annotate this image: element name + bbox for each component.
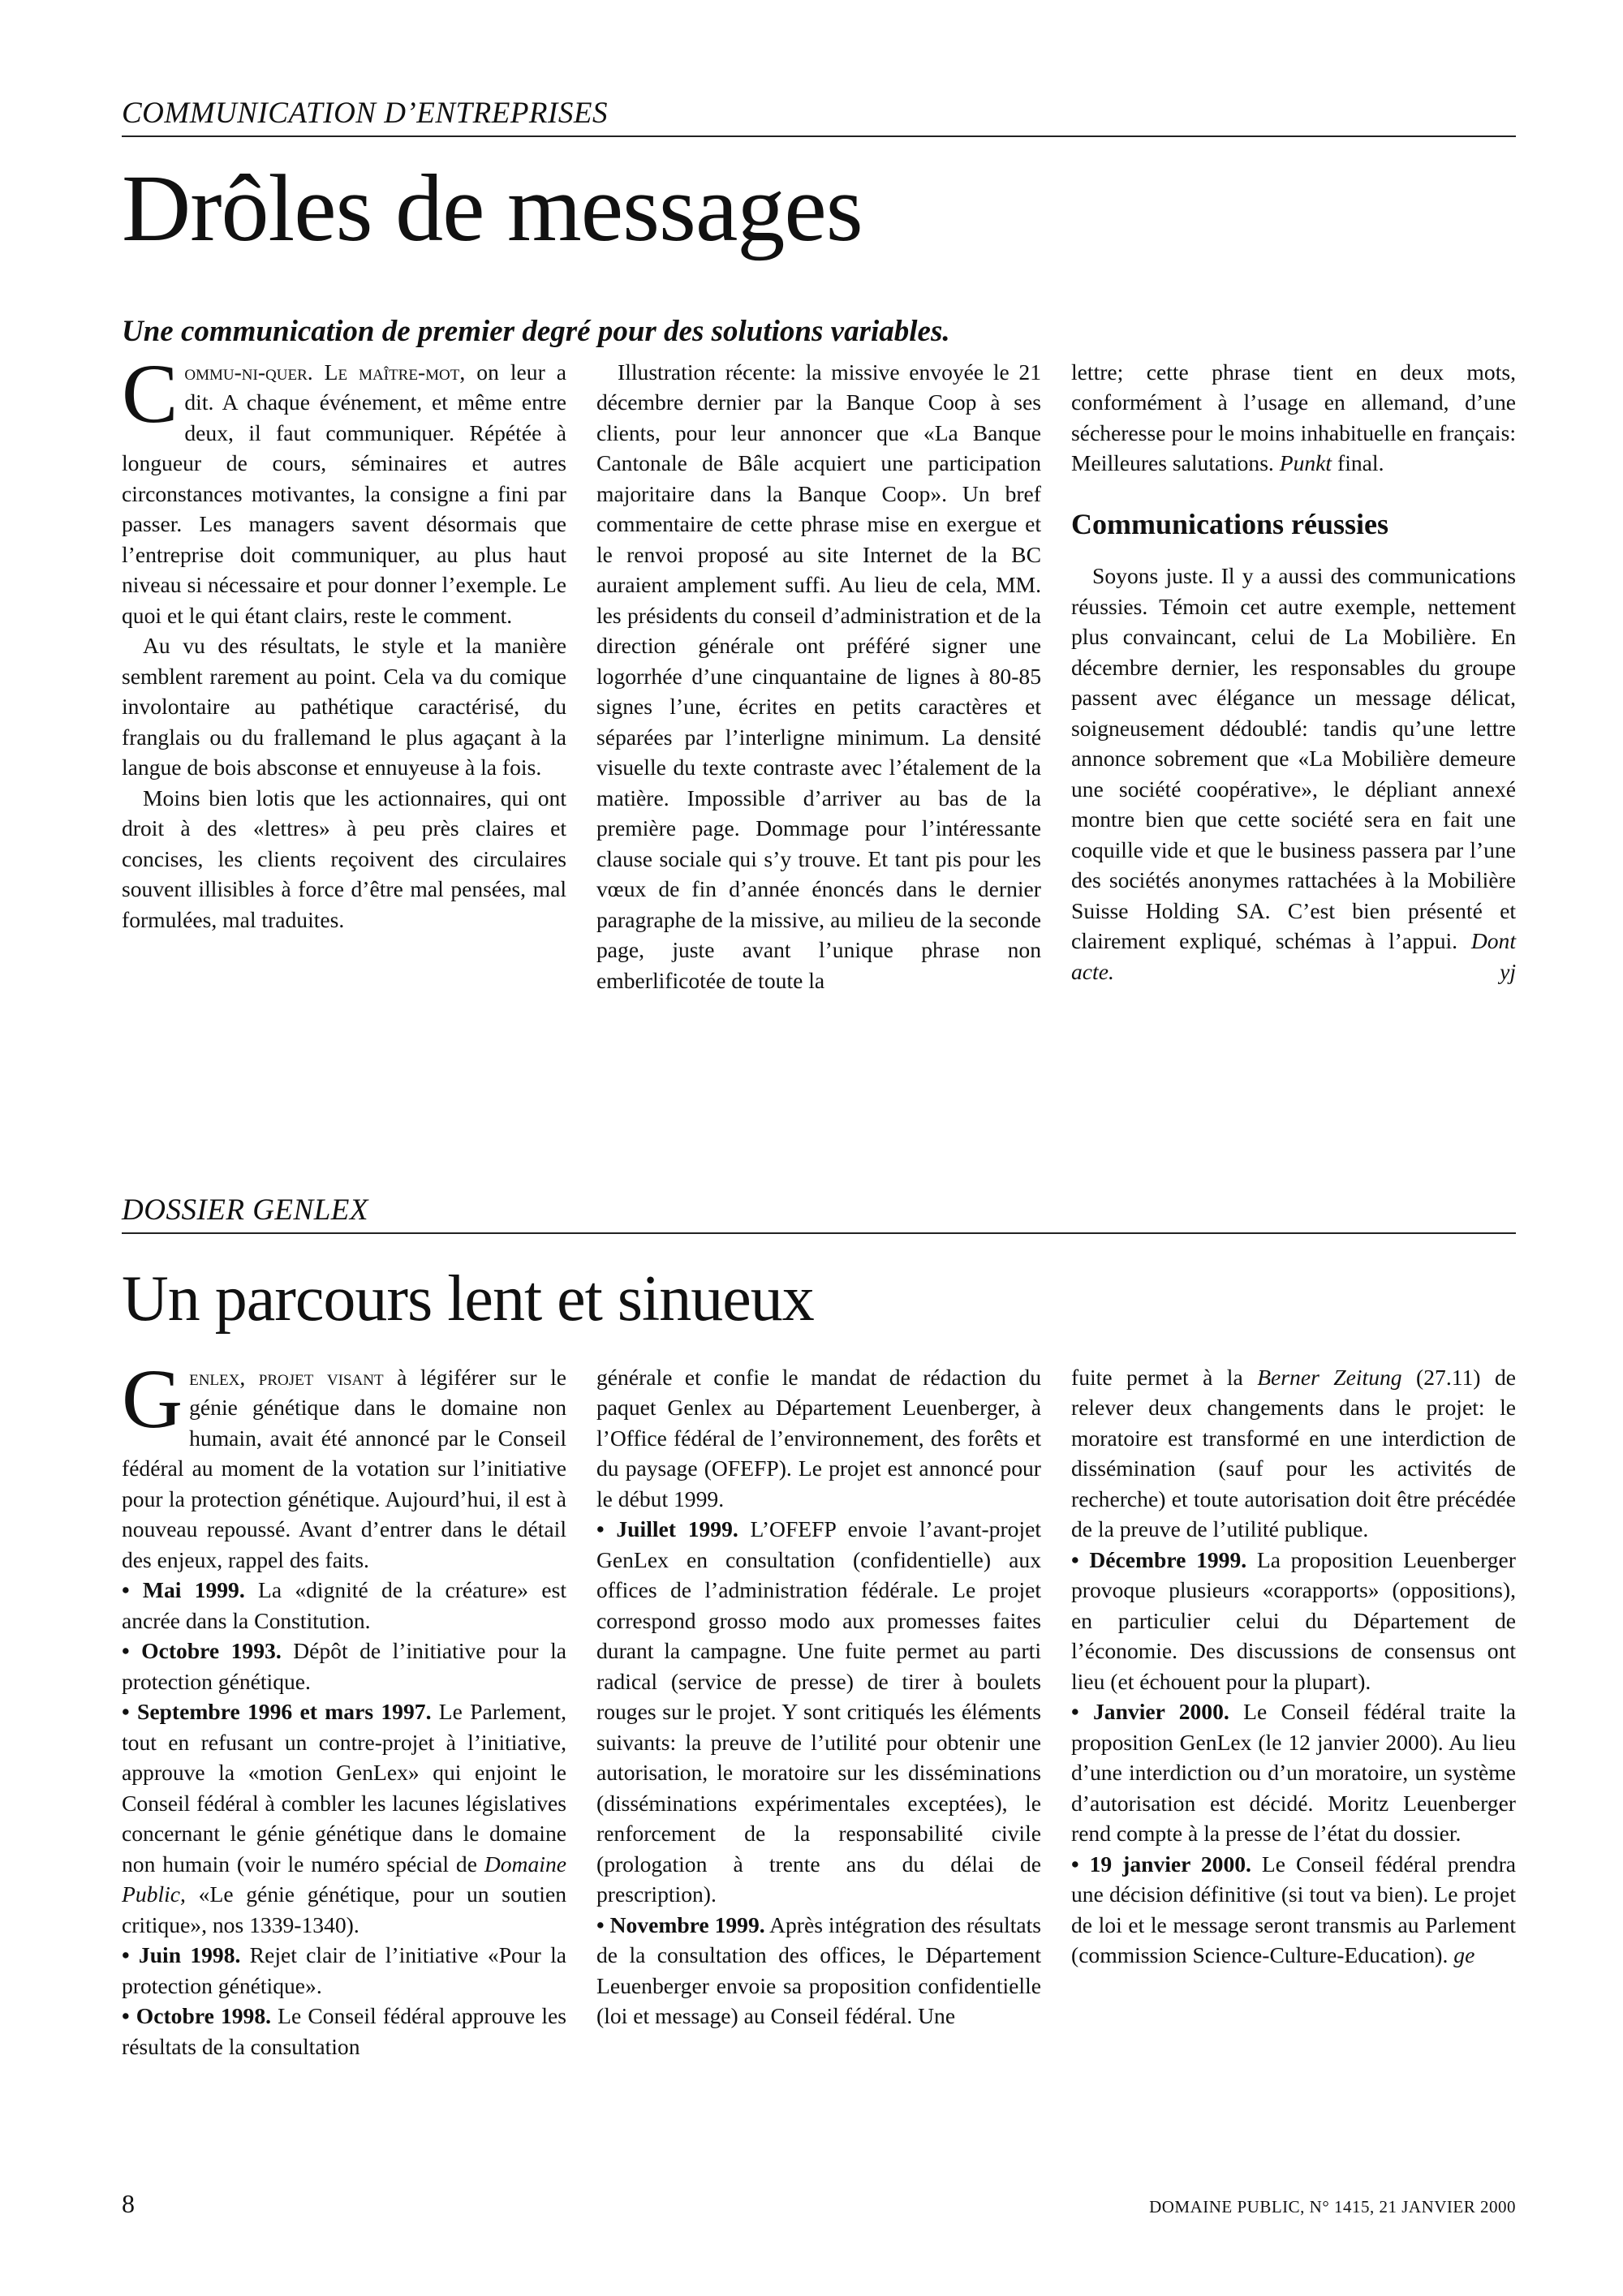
timeline-entry [122, 1940, 566, 2001]
timeline-text: Le Conseil fédéral approuve les résultats de la consultation [122, 2003, 566, 2059]
timeline-date: • 19 janvier 2000. [1071, 1851, 1251, 1877]
timeline-text: Après intégration des résultats de la consultation des offices, le Département Leuenberger envoie sa proposition confidentielle (loi et message) au Conseil fédéral. Une [596, 1911, 1042, 2029]
timeline-entry [596, 1910, 1041, 2032]
paragraph-text: à légiférer sur le génie génétique dans le domaine non humain, avait été annoncé par le Conseil fédéral au moment de la votation sur l’initiative pour la protection génétique. Aujourd’hui, il est à nouveau repoussé. Avant d’entrer dans le détail des enjeux, rappel des faits. [122, 1364, 567, 1572]
timeline-text: Le Conseil fédéral prendra une décision définitive (si tout va bien). Le projet de loi et le message seront transmis au Parlement (commission Science-Culture-Education). [1071, 1851, 1516, 1968]
timeline-date: • Juillet 1999. [596, 1516, 738, 1542]
publication-info: DOMAINE PUBLIC, N° 1415, 21 JANVIER 2000 [1149, 2197, 1516, 2216]
paragraph: Moins bien lotis que les actionnaires, qui ont droit à des «lettres» à peu près claires et concises, les clients reçoivent des circulaires souvent illisibles à force d’être mal pensées, mal formulées, mal traduites. [122, 785, 566, 932]
article-title: Drôles de messages [122, 154, 863, 261]
article-columns [122, 346, 1516, 996]
timeline-date: • Janvier 2000. [1071, 1699, 1229, 1725]
column-1 [122, 1352, 567, 2062]
paragraph [1071, 561, 1516, 987]
paragraph-text: Soyons juste. Il y a aussi des communications réussies. Témoin cet autre exemple, nettement plus convaincant, celui de La Mobilière. En décembre dernier, les responsables du groupe passent avec élégance un message délicat, soigneusement dédoublé: tandis qu’une lettre annonce sobrement que «La Mobilière demeure une société coopérative», le dépliant annexé montre bien que cette société sera en fait une coquille vide et que le business passera par l’une des sociétés anonymes rattachées à la Mobilière Suisse Holding SA. C’est bien présenté et clairement expliqué, schémas à l’appui. [1071, 563, 1516, 954]
column-2 [596, 1362, 1041, 2062]
section-kicker: DOSSIER GENLEX [122, 1194, 1516, 1234]
lead-in: enlex, projet visant [189, 1364, 384, 1390]
paragraph: Illustration récente: la missive envoyée le 21 décembre dernier par la Banque Coop à ses clients, pour leur annoncer que «La Banque Cantonale de Bâle acquiert une participation majoritaire dans la Banque Coop». Un bref commentaire de cette phrase mise en exergue et le renvoi proposé au site Internet de la BC auraient amplement suffi. Au lieu de cela, MM. les présidents du conseil d’administration et de la direction générale ont préféré signer une logorrhée d’une cinquantaine de lignes à 80-85 signes l’une, écrites en petits caractères et séparées par l’interligne minimum. La densité visuelle du texte contraste avec l’étalement de la matière. Impossible d’arriver au bas de la première page. Dommage pour l’intéressante clause sociale qui s’y trouve. Et tant pis pour les vœux de fin d’année énoncés dans le dernier paragraphe de la missive, au milieu de la seconde page, juste avant l’unique phrase non emberlificotée de toute la [596, 359, 1041, 993]
timeline-date: • Octobre 1993. [122, 1638, 282, 1664]
paragraph: générale et confie le mandat de rédaction du paquet Genlex au Département Leuenberger, à l’Office fédéral de l’environnement, des forêts et du paysage (OFEFP). Le projet est annoncé pour le début 1999. [596, 1364, 1041, 1511]
paragraph-text: final. [1332, 450, 1384, 476]
timeline-entry [596, 1514, 1041, 1910]
timeline-text: Le Parlement, tout en refusant un contre-projet à l’initiative, approuve la «motion GenLex» qui enjoint le Conseil fédéral à combler les lacunes législatives concernant le génie génétique dans le domaine non humain (voir le numéro spécial de [122, 1699, 566, 1877]
timeline-text: «Le génie génétique, pour un soutien critique», nos 1339-1340). [122, 1881, 566, 1937]
column-3 [1071, 1362, 1516, 2062]
article-communication [122, 97, 1516, 995]
section-kicker: COMMUNICATION D’ENTREPRISES [122, 97, 1516, 137]
timeline-text: L’OFEFP envoie l’avant-projet GenLex en consultation (confidentielle) aux offices de l’administration fédérale. Le projet correspond grosso modo aux promesses faites durant la campagne. Une fuite permet au parti radical (service de presse) de tirer à boulets rouges sur le projet. Y sont critiqués les éléments suivants: la preuve de l’utilité pour obtenir une autorisation, le moratoire sur les disséminations (disséminations expérimentales exceptées), le renforcement de la responsabilité civile (prologation à trente ans du délai de prescription). [596, 1516, 1042, 1907]
lead-in: ommu-ni-quer. Le maître-mot, [184, 359, 466, 385]
timeline-date: • Juin 1998. [122, 1942, 241, 1968]
timeline-date: • Novembre 1999. [596, 1911, 765, 1937]
paragraph [122, 346, 567, 631]
italic-text: Berner Zeitung [1257, 1364, 1402, 1390]
timeline-text: Dépôt de l’initiative pour la protection génétique. [122, 1638, 566, 1694]
article-deck: Une communication de premier degré pour des solutions variables. [122, 314, 950, 348]
timeline-entry [122, 1696, 566, 1940]
timeline-date: • Octobre 1998. [122, 2003, 272, 2029]
paragraph-text: on leur a dit. A chaque événement, et même entre deux, il faut communiquer. Répétée à longueur de cours, séminaires et autres circonstances motivantes, la consigne a fini par passer. Les managers savent désormais que l’entreprise doit communiquer, au plus haut niveau si nécessaire et pour donner l’exemple. Le quoi et le qui étant clairs, reste le comment. [122, 359, 567, 628]
timeline-text: Rejet clair de l’initiative «Pour la protection génétique». [122, 1942, 567, 1998]
paragraph [122, 1352, 567, 1576]
timeline-date: • Mai 1999. [122, 1577, 245, 1603]
timeline-entry [1071, 1545, 1516, 1697]
paragraph-text: fuite permet à la [1071, 1364, 1258, 1390]
timeline-entry [1071, 1849, 1516, 1971]
paragraph [1071, 357, 1516, 479]
timeline-entry [122, 1575, 566, 1636]
article-title: Un parcours lent et sinueux [122, 1262, 814, 1335]
drop-cap: G [122, 1352, 183, 1446]
column-2 [596, 357, 1041, 996]
timeline-date: • Décembre 1999. [1071, 1546, 1247, 1572]
paragraph [1071, 1362, 1516, 1545]
author-signature: yj [1500, 958, 1516, 984]
italic-text: Punkt [1279, 450, 1332, 476]
paragraph-text: (27.11) de relever deux changements dans le projet: le moratoire est transformé en une interdiction de dissémination (sauf pour les activités de recherche) et toute autorisation doit être précédée de la preuve de l’utilité publique. [1071, 1364, 1516, 1542]
article-columns [122, 1352, 1516, 2062]
subheading: Communications réussies [1071, 507, 1389, 540]
paragraph: Au vu des résultats, le style et la manière semblent rarement au point. Cela va du comique involontaire au pathétique caractérisé, du franglais ou du frallemand le plus agaçant à la langue de bois absconse et ennuyeuse à la fois. [122, 633, 566, 780]
timeline-text: La «dignité de la créature» est ancrée dans la Constitution. [122, 1577, 566, 1633]
timeline-text: La proposition Leuenberger provoque plusieurs «corapports» (oppositions), en particulier celui du Département de l’économie. Des discussions de consensus ont lieu (et échouent pour la plupart). [1071, 1546, 1516, 1694]
timeline-entry [122, 2001, 566, 2062]
timeline-date: • Septembre 1996 et mars 1997. [122, 1699, 432, 1725]
column-1 [122, 346, 567, 996]
timeline-text: Le Conseil fédéral traite la proposition GenLex (le 12 janvier 2000). Au lieu d’une interdiction ou d’un moratoire, un système d’autorisation est décidé. Moritz Leuenberger rend compte à la presse de l’état du dossier. [1071, 1699, 1516, 1847]
drop-cap: C [122, 346, 179, 441]
article-genlex [122, 1194, 1516, 2062]
author-signature: ge [1453, 1942, 1475, 1968]
italic-text: Dont acte. [1071, 928, 1516, 984]
page-number: 8 [122, 2189, 135, 2218]
column-3 [1071, 357, 1516, 996]
timeline-entry [1071, 1696, 1516, 1849]
page-footer [122, 2189, 1516, 2219]
paragraph-text: lettre; cette phrase tient en deux mots, conformément à l’usage en allemand, d’une sécheresse pour le moins inhabituelle en français: Meilleures salutations. [1071, 359, 1516, 476]
timeline-entry [122, 1636, 566, 1696]
italic-text: Domaine Public, [122, 1851, 566, 1907]
